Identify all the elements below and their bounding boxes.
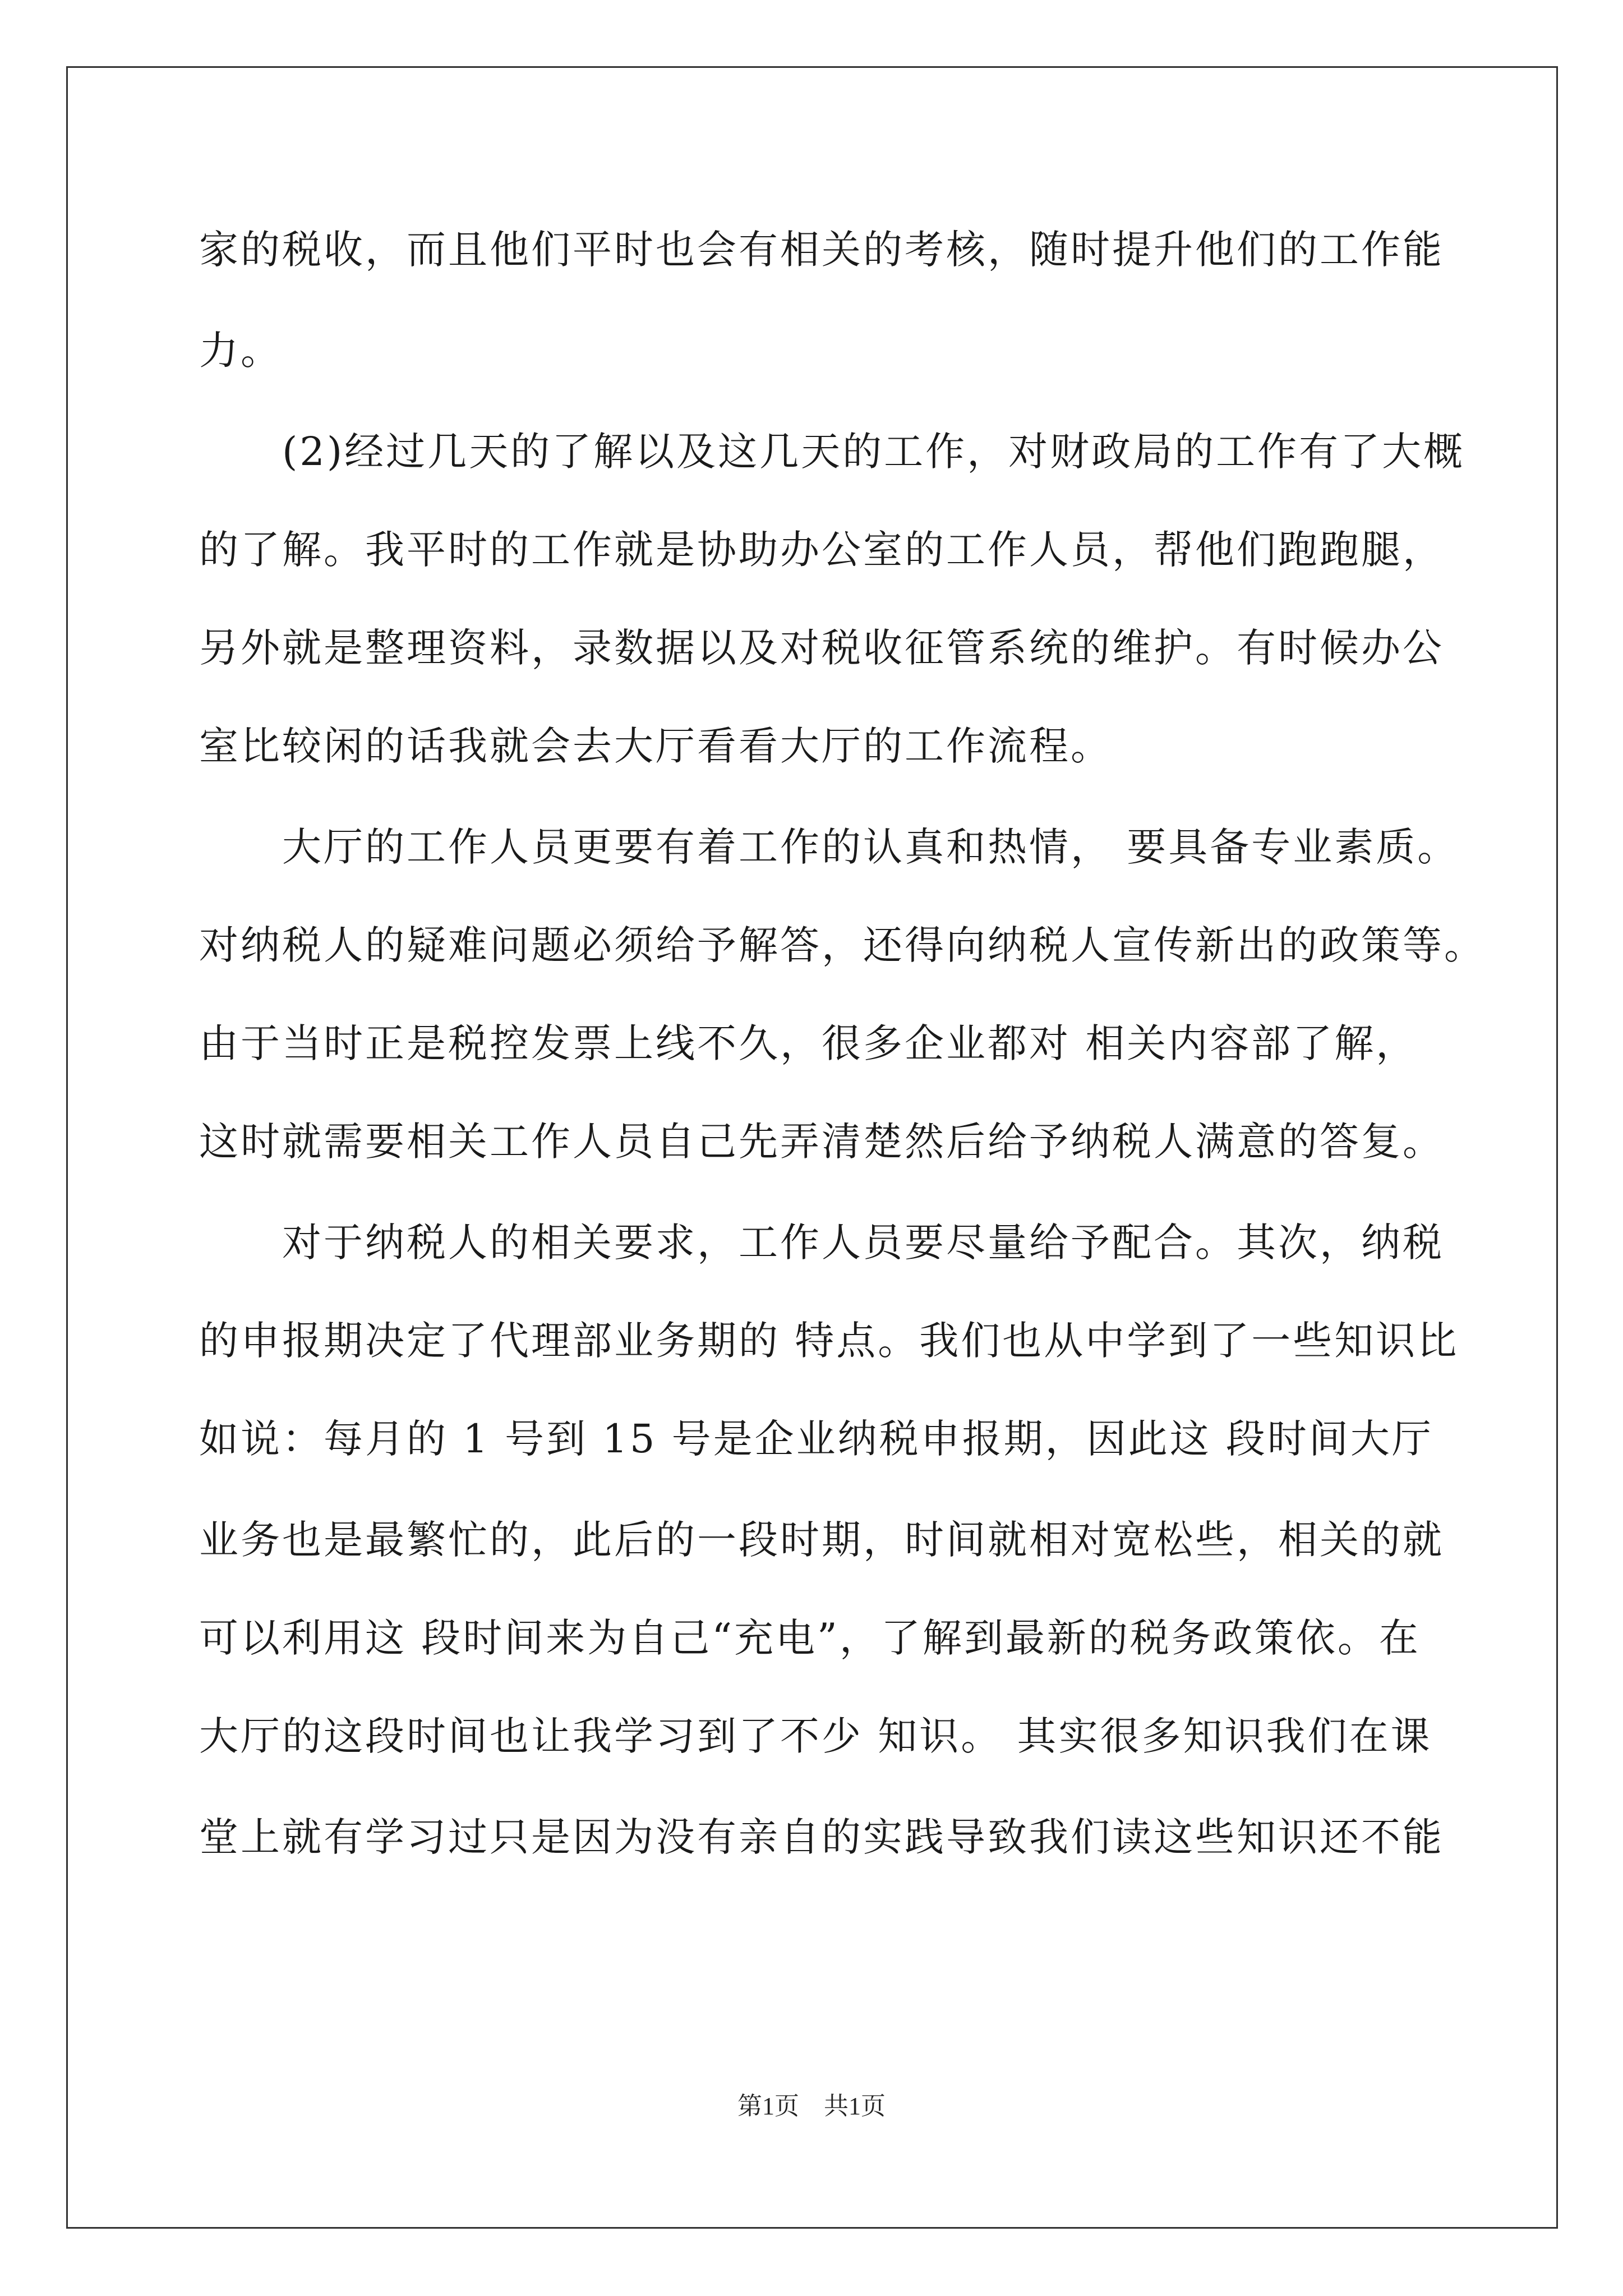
text-line: 可以利用这 段时间来为自己“充电”，了解到最新的税务政策依。在 bbox=[199, 1615, 1421, 1661]
text-line: 的了解。我平时的工作就是协助办公室的工作人员，帮他们跑跑腿， bbox=[199, 527, 1444, 573]
text-line: 另外就是整理资料，录数据以及对税收征管系统的维护。有时候办公 bbox=[199, 625, 1444, 671]
text-line: 对纳税人的疑难问题必须给予解答，还得向纳税人宣传新出的政策等。 bbox=[199, 922, 1486, 968]
text-line: 家的税收，而且他们平时也会有相关的考核，随时提升他们的工作能 bbox=[199, 227, 1444, 273]
text-line: 力。 bbox=[199, 328, 282, 374]
text-line: 的申报期决定了代理部业务期的 特点。我们也从中学到了一些知识比 bbox=[199, 1318, 1459, 1364]
text-line: 业务也是最繁忙的，此后的一段时期，时间就相对宽松些，相关的就 bbox=[199, 1517, 1444, 1563]
text-line: 室比较闲的话我就会去大厅看看大厅的工作流程。 bbox=[199, 723, 1112, 769]
page-number-footer: 第1页 共1页 bbox=[737, 2092, 886, 2120]
text-line: 这时就需要相关工作人员自己先弄清楚然后给予纳税人满意的答复。 bbox=[199, 1119, 1444, 1165]
text-line: 如说：每月的 1 号到 15 号是企业纳税申报期，因此这 段时间大厅 bbox=[199, 1416, 1433, 1462]
text-line: 由于当时正是税控发票上线不久，很多企业都对 相关内容部了解， bbox=[199, 1020, 1418, 1066]
text-line: 大厅的工作人员更要有着工作的认真和热情， 要具备专业素质。 bbox=[199, 824, 1459, 870]
text-line: (2)经过几天的了解以及这几天的工作，对财政局的工作有了大概 bbox=[199, 429, 1465, 475]
text-line: 堂上就有学习过只是因为没有亲自的实践导致我们读这些知识还不能 bbox=[199, 1814, 1444, 1860]
text-line: 大厅的这段时间也让我学习到了不少 知识。 其实很多知识我们在课 bbox=[199, 1713, 1432, 1759]
text-line: 对于纳税人的相关要求，工作人员要尽量给予配合。其次，纳税 bbox=[199, 1220, 1444, 1266]
